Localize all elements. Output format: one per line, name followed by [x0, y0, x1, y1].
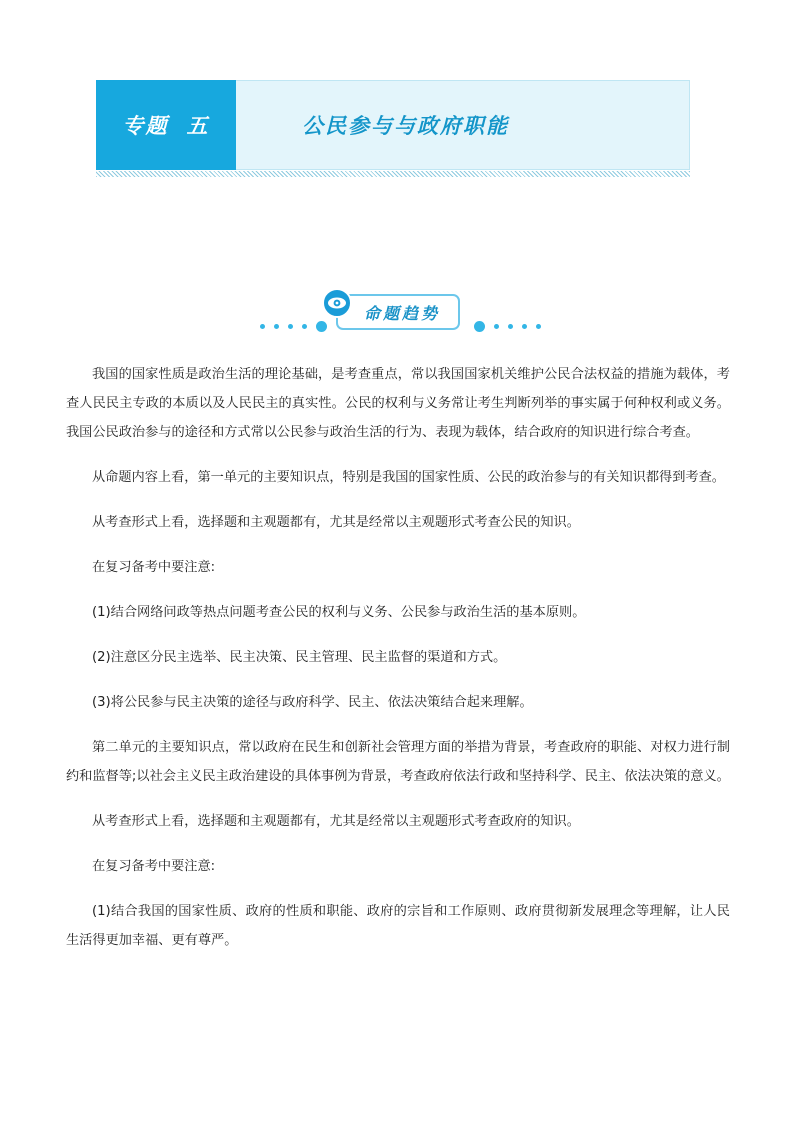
- topic-tag-label: 专题: [122, 114, 169, 138]
- dot: [274, 324, 279, 329]
- dot: [536, 324, 541, 329]
- body-content: [66, 360, 730, 955]
- section-heading: [250, 290, 540, 340]
- paragraph: (2)注意区分民主选举、民主决策、民主管理、民主监督的渠道和方式。: [92, 650, 507, 665]
- topic-title: 公民参与与政府职能: [302, 114, 509, 138]
- topic-number: 五: [186, 114, 210, 138]
- decorative-dots-left: [260, 321, 327, 332]
- paragraph: 我国的国家性质是政治生活的理论基础，是考查重点，常以我国国家机关维护公民合法权益的措施为载体，考查人民民主专政的本质以及人民民主的真实性。公民的权利与义务常让考生判断列举的事实属于何种权利或义务。我国公民政治参与的途径和方式常以公民参与政治生活的行为、表现为载体，结合政府的知识进行综合考查。: [66, 367, 730, 440]
- dot: [316, 321, 327, 332]
- paragraph: 在复习备考中要注意:: [92, 560, 216, 575]
- dot: [474, 321, 485, 332]
- paragraph: 从命题内容上看，第一单元的主要知识点，特别是我国的国家性质、公民的政治参与的有关知识都得到考查。: [92, 470, 725, 485]
- paragraph: 在复习备考中要注意:: [92, 859, 216, 874]
- eye-icon: [322, 288, 352, 318]
- decorative-dots-right: [474, 321, 541, 332]
- dot: [260, 324, 265, 329]
- dot: [522, 324, 527, 329]
- paragraph: (1)结合我国的国家性质、政府的性质和职能、政府的宗旨和工作原则、政府贯彻新发展理念等理解，让人民生活得更加幸福、更有尊严。: [66, 904, 730, 948]
- paragraph: 从考查形式上看，选择题和主观题都有，尤其是经常以主观题形式考查政府的知识。: [92, 814, 580, 829]
- dot: [508, 324, 513, 329]
- topic-tag: [96, 80, 236, 170]
- paragraph: 第二单元的主要知识点，常以政府在民生和创新社会管理方面的举措为背景，考查政府的职能、对权力进行制约和监督等;以社会主义民主政治建设的具体事例为背景，考查政府依法行政和坚持科学、民主、依法决策的意义。: [66, 740, 730, 784]
- topic-banner: [96, 80, 690, 172]
- paragraph: 从考查形式上看，选择题和主观题都有，尤其是经常以主观题形式考查公民的知识。: [92, 515, 580, 530]
- dot: [494, 324, 499, 329]
- banner-stripe-divider: [96, 171, 690, 177]
- paragraph: (1)结合网络问政等热点问题考查公民的权利与义务、公民参与政治生活的基本原则。: [92, 605, 586, 620]
- paragraph: (3)将公民参与民主决策的途径与政府科学、民主、依法决策结合起来理解。: [92, 695, 533, 710]
- section-title: 命题趋势: [336, 294, 460, 330]
- dot: [288, 324, 293, 329]
- dot: [302, 324, 307, 329]
